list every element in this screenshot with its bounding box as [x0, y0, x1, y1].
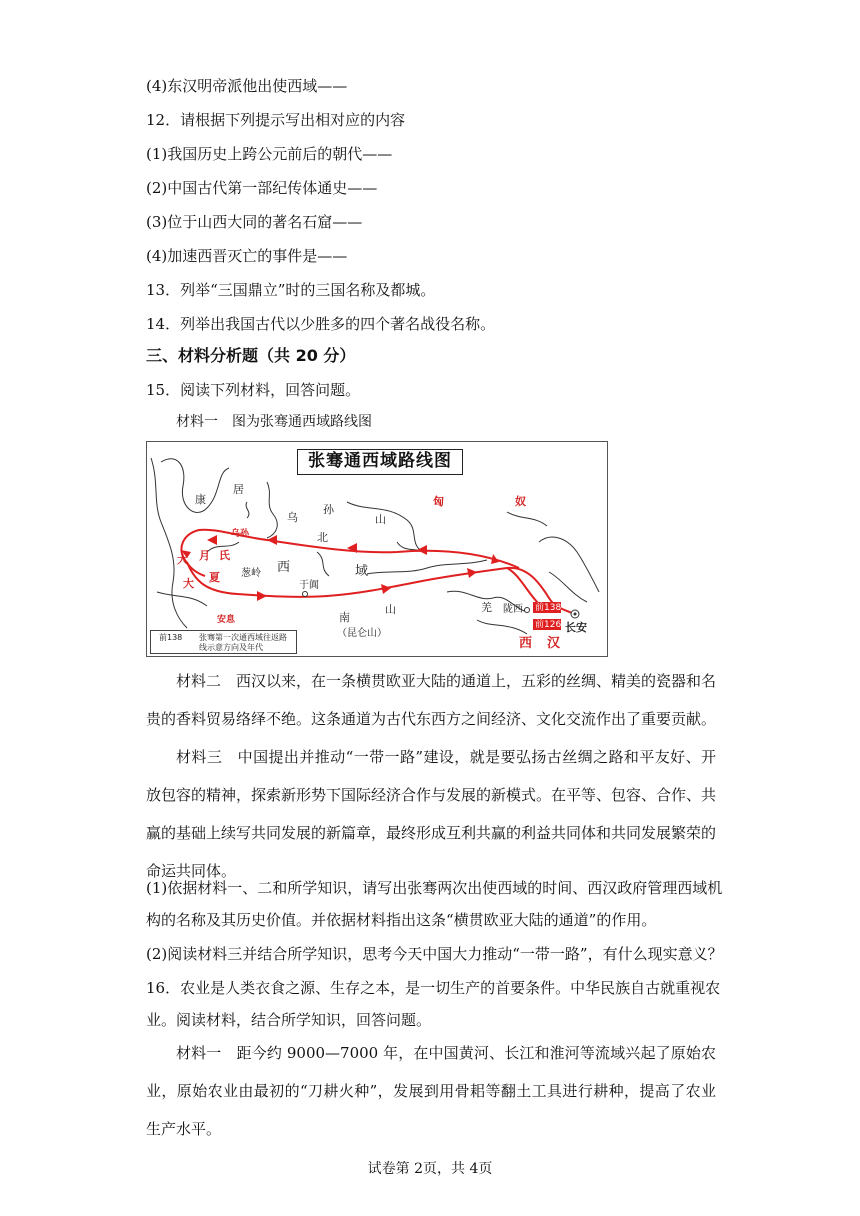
legend-date: 前138: [159, 633, 183, 642]
label-yutian: 于阗: [299, 580, 319, 591]
question-12-4: (4)加速西晋灭亡的事件是——: [146, 247, 348, 265]
label-congling: 葱岭: [241, 568, 261, 579]
label-xihan-xi: 西: [519, 636, 533, 651]
question-16a: 16．农业是人类衣食之源、生存之本，是一切生产的首要条件。中华民族自古就重视农: [146, 979, 721, 997]
label-kunlun: （昆仑山）: [337, 628, 387, 639]
label-nu: 奴: [515, 495, 526, 508]
label-dayue-da: 大: [177, 553, 188, 566]
label-date-138: 前138: [535, 603, 562, 613]
map-title: 张骞通西域路线图: [297, 449, 463, 475]
label-changan: 长安: [565, 621, 587, 634]
question-15-2: (2)阅读材料三并结合所学知识，思考今天中国大力推动“一带一路”，有什么现实意义？: [146, 945, 723, 963]
material-3-text: 材料三 中国提出并推动“一带一路”建设，就是要弘扬古丝绸之路和平友好、开放包容的精神，探索新形势下国际经济合作与发展的新模式。在平等、包容、合作、共赢的基础上续写共同发展的新篇章，最终形成互利共赢的利益共同体和共同发展繁荣的命运共同体。: [146, 748, 717, 880]
section-3-title: 三、材料分析题（共 20 分）: [146, 346, 356, 365]
material-16-1: [146, 1034, 716, 1148]
legend-text: 张骞第一次通西域往返路线示意方向及年代: [199, 633, 287, 652]
map-legend: [150, 630, 297, 654]
label-bei: 北: [317, 531, 328, 544]
material-16-1-text: 材料一 距今约 9000—7000 年，在中国黄河、长江和淮河等流域兴起了原始农业，原始农业由最初的“刀耕火种”，发展到用骨耜等翻土工具进行耕种，提高了农业生产水平。: [146, 1044, 716, 1138]
question-15-intro: 15．阅读下列材料，回答问题。: [146, 381, 361, 399]
label-sun: 孙: [323, 503, 334, 516]
material-2-text: 材料二 西汉以来，在一条横贯欧亚大陆的通道上，五彩的丝绸、精美的瓷器和名贵的香料贸易络绎不绝。这条通道为古代东西方之间经济、文化交流作出了重要贡献。: [146, 672, 717, 728]
label-xia: 夏: [209, 571, 220, 584]
label-xi: 西: [277, 560, 291, 575]
question-15-1a: (1)依据材料一、二和所学知识，请写出张骞两次出使西域的时间、西汉政府管理西域机: [146, 879, 723, 897]
zhang-qian-route-map: [146, 441, 608, 657]
question-15-1b: 构的名称及其历史价值。并依据材料指出这条“横贯欧亚大陆的通道”的作用。: [146, 911, 657, 929]
label-yue: 月: [199, 549, 210, 562]
label-wusun-red: 乌孙: [231, 529, 250, 539]
label-longxi: 陇西: [503, 604, 523, 615]
label-xiong: 匈: [433, 495, 444, 508]
material-1-caption: 材料一 图为张骞通西域路线图: [176, 414, 372, 430]
question-12-1: (1)我国历史上跨公元前后的朝代——: [146, 145, 393, 163]
label-ju: 居: [233, 483, 244, 496]
question-13: 13．列举“三国鼎立”时的三国名称及都城。: [146, 281, 436, 299]
label-date-126: 前126: [535, 620, 562, 630]
page-footer: 试卷第 2页，共 4页: [367, 1161, 493, 1177]
label-kang: 康: [195, 493, 206, 506]
label-xihan-han: 汉: [547, 636, 561, 651]
label-shan1: 山: [375, 513, 386, 526]
question-11-4: (4)东汉明帝派他出使西域——: [146, 77, 348, 95]
question-12-3: (3)位于山西大同的著名石窟——: [146, 213, 363, 231]
question-12-2: (2)中国古代第一部纪传体通史——: [146, 179, 378, 197]
label-qiang: 羌: [481, 601, 492, 614]
label-nan: 南: [339, 611, 350, 624]
material-2: [146, 662, 716, 738]
question-14: 14．列举出我国古代以少胜多的四个著名战役名称。: [146, 315, 496, 333]
question-12: 12．请根据下列提示写出相对应的内容: [146, 111, 406, 129]
label-anxi: 安息: [217, 615, 236, 625]
material-3: [146, 738, 716, 890]
label-wu: 乌: [287, 511, 298, 524]
label-daxia-da: 大: [183, 577, 194, 590]
label-yu: 域: [355, 564, 369, 579]
label-shan2: 山: [385, 603, 396, 616]
label-shi: 氏: [219, 549, 230, 562]
question-16b: 业。阅读材料，结合所学知识，回答问题。: [146, 1011, 432, 1029]
